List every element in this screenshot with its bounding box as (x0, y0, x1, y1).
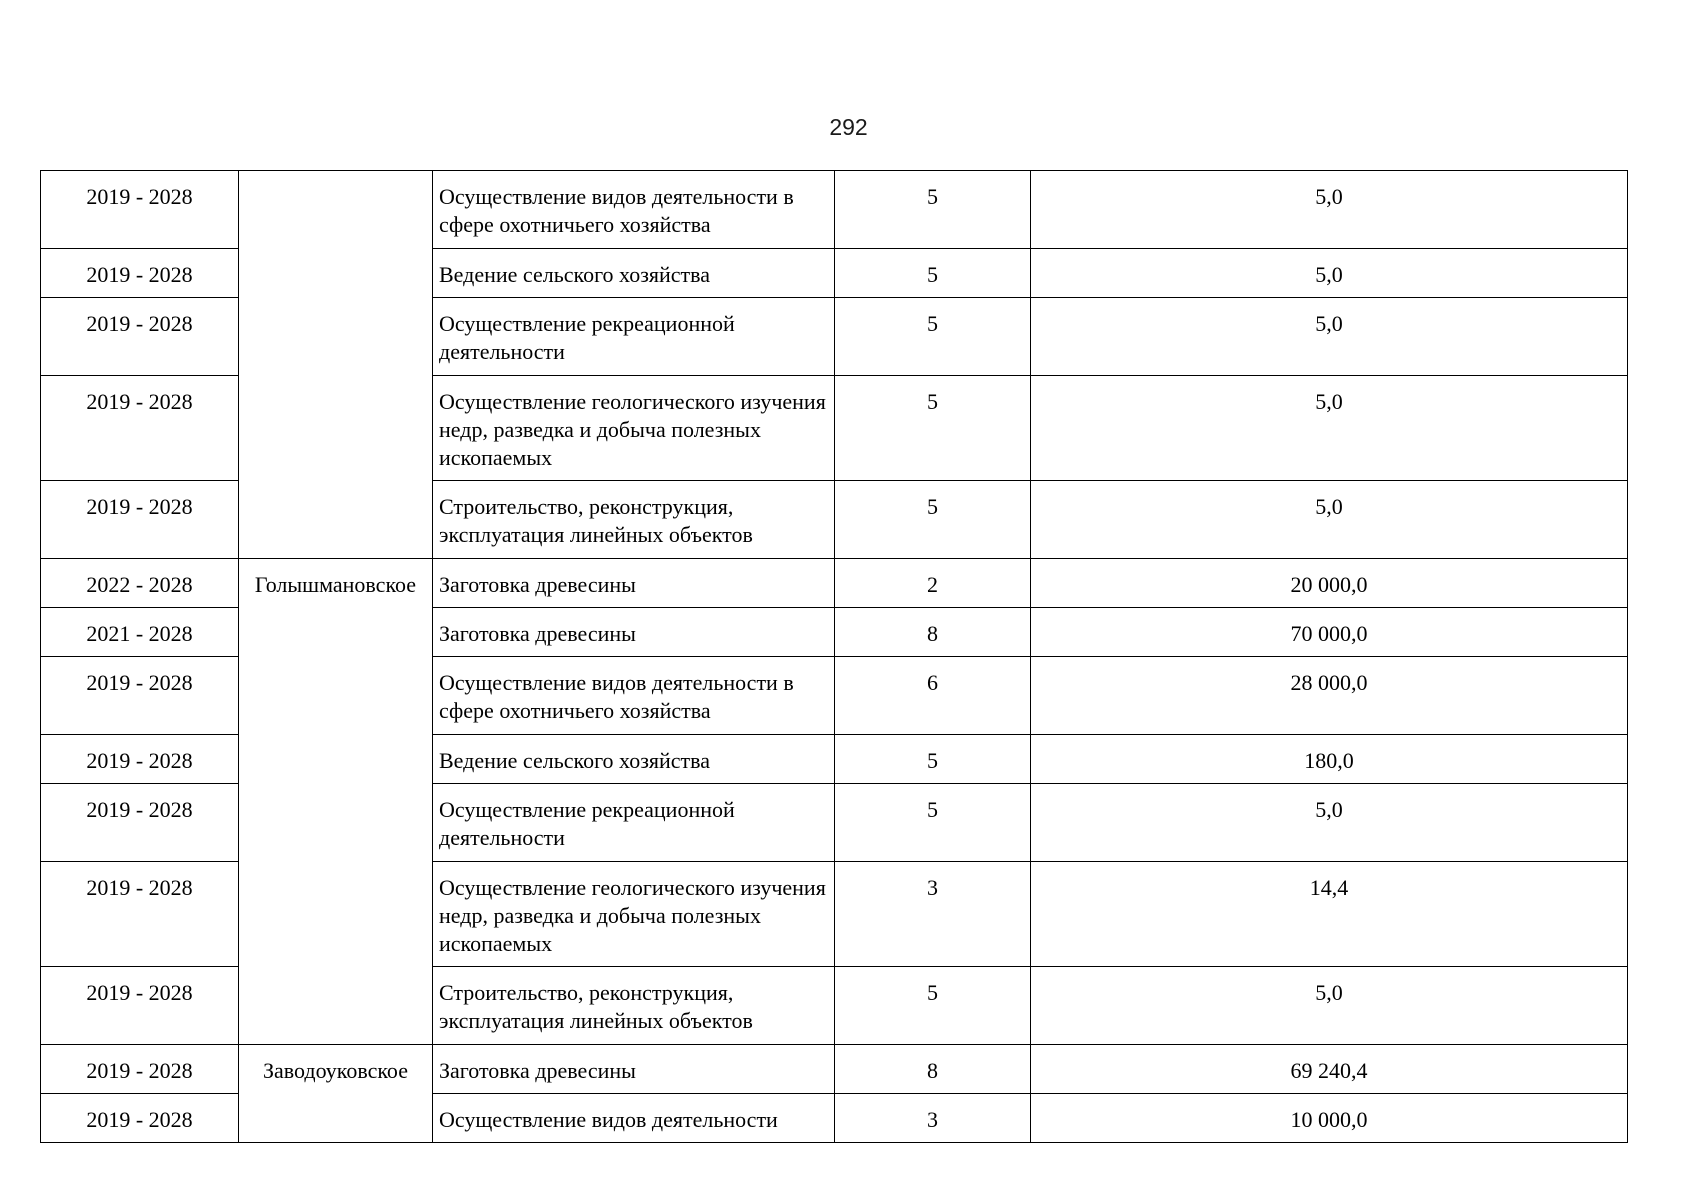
period-cell: 2019 - 2028 (41, 784, 239, 862)
period-cell: 2019 - 2028 (41, 481, 239, 559)
count-cell: 5 (835, 967, 1031, 1045)
activity-cell: Осуществление видов деятельности (433, 1094, 835, 1143)
period-cell: 2019 - 2028 (41, 298, 239, 376)
count-cell: 8 (835, 608, 1031, 657)
page-number: 292 (829, 114, 868, 140)
activity-cell: Заготовка древесины (433, 559, 835, 608)
district-cell-zavodoukovskoe: Заводоуковское (239, 1045, 433, 1143)
volume-cell: 20 000,0 (1031, 559, 1628, 608)
volume-cell: 69 240,4 (1031, 1045, 1628, 1094)
volume-cell: 5,0 (1031, 784, 1628, 862)
volume-cell: 28 000,0 (1031, 657, 1628, 735)
volume-cell: 180,0 (1031, 735, 1628, 784)
volume-cell: 5,0 (1031, 298, 1628, 376)
period-cell: 2019 - 2028 (41, 376, 239, 481)
count-cell: 5 (835, 249, 1031, 298)
forest-use-table (40, 170, 1628, 1143)
volume-cell: 5,0 (1031, 376, 1628, 481)
count-cell: 6 (835, 657, 1031, 735)
count-cell: 5 (835, 171, 1031, 249)
activity-cell: Строительство, реконструкция, эксплуатация линейных объектов (433, 967, 835, 1045)
period-cell: 2022 - 2028 (41, 559, 239, 608)
count-cell: 5 (835, 481, 1031, 559)
period-cell: 2021 - 2028 (41, 608, 239, 657)
period-cell: 2019 - 2028 (41, 967, 239, 1045)
activity-cell: Заготовка древесины (433, 608, 835, 657)
activity-cell: Осуществление видов деятельности в сфере охотничьего хозяйства (433, 171, 835, 249)
period-cell: 2019 - 2028 (41, 1094, 239, 1143)
activity-cell: Осуществление рекреационной деятельности (433, 298, 835, 376)
period-cell: 2019 - 2028 (41, 862, 239, 967)
district-cell-golyshmanovskoe: Голышмановское (239, 559, 433, 1045)
count-cell: 3 (835, 862, 1031, 967)
period-cell: 2019 - 2028 (41, 249, 239, 298)
volume-cell: 5,0 (1031, 967, 1628, 1045)
activity-cell: Заготовка древесины (433, 1045, 835, 1094)
activity-cell: Осуществление видов деятельности в сфере охотничьего хозяйства (433, 657, 835, 735)
activity-cell: Осуществление рекреационной деятельности (433, 784, 835, 862)
count-cell: 5 (835, 376, 1031, 481)
table-row (41, 1045, 1628, 1094)
volume-cell: 5,0 (1031, 249, 1628, 298)
activity-cell: Строительство, реконструкция, эксплуатация линейных объектов (433, 481, 835, 559)
period-cell: 2019 - 2028 (41, 657, 239, 735)
count-cell: 2 (835, 559, 1031, 608)
count-cell: 5 (835, 784, 1031, 862)
table-row (41, 171, 1628, 249)
count-cell: 8 (835, 1045, 1031, 1094)
volume-cell: 5,0 (1031, 481, 1628, 559)
activity-cell: Ведение сельского хозяйства (433, 735, 835, 784)
volume-cell: 14,4 (1031, 862, 1628, 967)
activity-cell: Ведение сельского хозяйства (433, 249, 835, 298)
count-cell: 5 (835, 298, 1031, 376)
period-cell: 2019 - 2028 (41, 171, 239, 249)
activity-cell: Осуществление геологического изучения недр, разведка и добыча полезных ископаемых (433, 862, 835, 967)
period-cell: 2019 - 2028 (41, 735, 239, 784)
table-row (41, 559, 1628, 608)
count-cell: 3 (835, 1094, 1031, 1143)
volume-cell: 10 000,0 (1031, 1094, 1628, 1143)
volume-cell: 70 000,0 (1031, 608, 1628, 657)
district-cell (239, 171, 433, 559)
volume-cell: 5,0 (1031, 171, 1628, 249)
count-cell: 5 (835, 735, 1031, 784)
period-cell: 2019 - 2028 (41, 1045, 239, 1094)
activity-cell: Осуществление геологического изучения недр, разведка и добыча полезных ископаемых (433, 376, 835, 481)
